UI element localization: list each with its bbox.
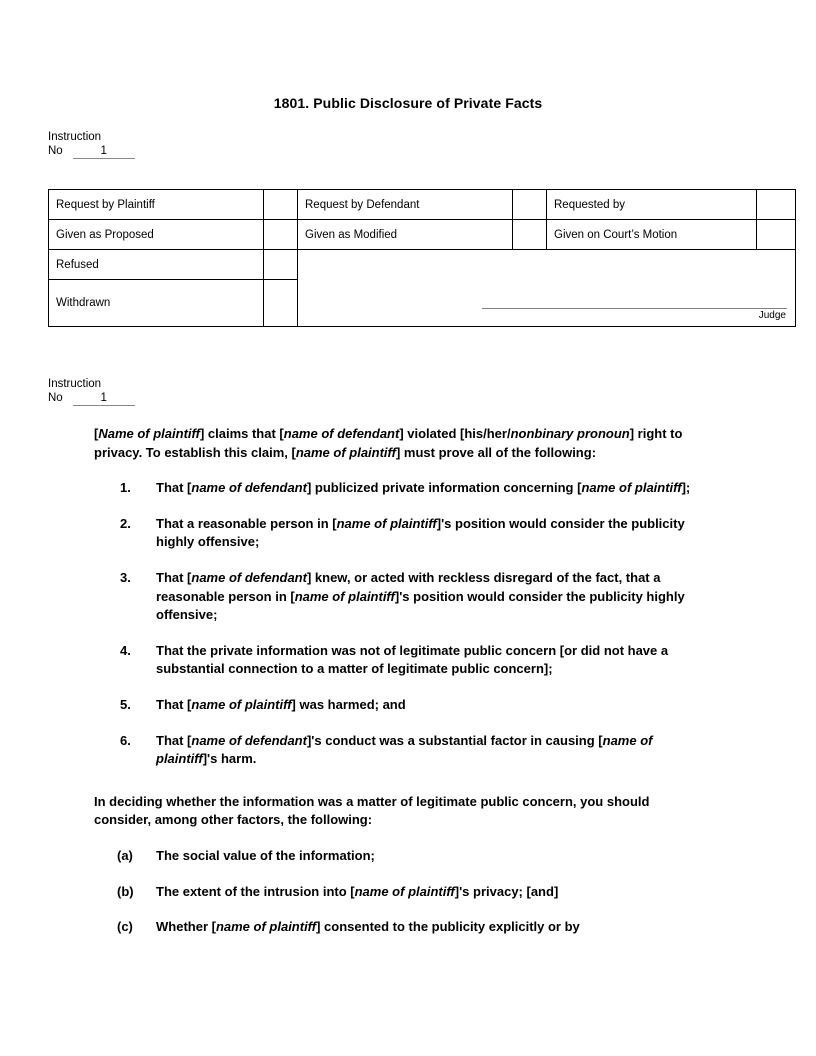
placeholder-text: name of plaintiff — [581, 480, 682, 496]
list-item-text — [156, 643, 668, 677]
list-item — [94, 569, 710, 625]
placeholder-text: name of plaintiff — [156, 732, 653, 767]
body-text: That [ — [156, 480, 192, 496]
cell-given-on-courts-motion: Given on Court’s Motion — [547, 220, 757, 250]
placeholder-text: name of defendant — [283, 426, 400, 441]
page-title: 1801. Public Disclosure of Private Facts — [273, 95, 543, 111]
placeholder-text: name of defendant — [191, 732, 307, 748]
list-item-marker: 6. — [120, 732, 131, 748]
placeholder-text: name of defendant — [191, 569, 307, 585]
body-text: ]'s harm. — [202, 751, 257, 767]
cell-requested-by: Requested by — [547, 190, 757, 220]
elements-list — [94, 479, 710, 769]
checkbox-given-as-modified[interactable] — [513, 220, 547, 250]
body-text: That the private information was not of legitimate public concern [or did not have a substantial connection to a matter of legitimate public concern]; — [156, 642, 669, 677]
placeholder-text: name of plaintiff — [294, 588, 395, 604]
list-item — [94, 479, 710, 498]
checkbox-requested-by[interactable] — [757, 190, 796, 220]
factors-list — [94, 847, 710, 937]
instruction-no-label: No — [48, 392, 63, 404]
public-concern-lead-in — [94, 793, 710, 830]
body-text: ] knew, or acted with reckless disregard of the fact, that a reasonable person in [ — [156, 569, 661, 604]
placeholder-text: name of plaintiff — [295, 444, 396, 460]
body-text: The extent of the intrusion into [ — [156, 883, 355, 899]
list-item — [94, 515, 710, 552]
body-text: ]'s position would consider the publicity highly offensive; — [156, 515, 685, 550]
list-item — [94, 918, 710, 937]
instruction-label: Instruction — [48, 131, 102, 143]
list-item — [94, 732, 710, 769]
list-item-marker: 2. — [120, 515, 131, 531]
body-text: ]; — [681, 480, 691, 496]
list-item-marker: (c) — [117, 919, 133, 935]
checkbox-given-on-courts-motion[interactable] — [757, 220, 796, 250]
judge-signature-cell — [298, 250, 796, 327]
list-item-text — [156, 733, 652, 767]
cell-refused: Refused — [49, 250, 264, 280]
cell-request-by-defendant: Request by Defendant — [298, 190, 513, 220]
checkbox-given-as-proposed[interactable] — [264, 220, 298, 250]
list-item — [94, 696, 710, 715]
list-item-text — [156, 480, 690, 495]
cell-request-by-plaintiff: Request by Plaintiff — [49, 190, 264, 220]
body-text: ] publicized private information concerning [ — [306, 480, 582, 496]
disposition-table-body — [49, 190, 796, 327]
body-text: ] was harmed; and — [291, 696, 406, 712]
list-item — [94, 847, 710, 866]
body-text: ] right to privacy. To establish this claim, [ — [94, 426, 683, 460]
disposition-table — [48, 189, 796, 327]
body-text: ]'s position would consider the publicity highly offensive; — [156, 588, 685, 623]
list-item-text — [156, 570, 685, 622]
instruction-number-top — [48, 130, 135, 159]
list-item-marker: 5. — [120, 696, 131, 712]
placeholder-text: name of plaintiff — [354, 883, 455, 899]
cell-withdrawn: Withdrawn — [49, 280, 264, 327]
body-text: ] claims that [ — [199, 426, 284, 441]
body-text: That [ — [156, 732, 192, 748]
body-text: ]'s privacy; [and] — [454, 883, 559, 899]
body-text: That [ — [156, 696, 192, 712]
body-text: ]'s conduct was a substantial factor in causing [ — [306, 732, 603, 748]
body-text: ] consented to the publicity explicitly or by — [316, 919, 580, 935]
table-row — [49, 190, 796, 220]
instruction-no-value[interactable]: 1 — [73, 145, 135, 159]
placeholder-text: Name of plaintiff — [98, 426, 200, 441]
instruction-intro-paragraph — [94, 425, 710, 462]
list-item-marker: (a) — [117, 847, 133, 863]
signature-block — [482, 308, 787, 322]
placeholder-text: name of plaintiff — [191, 696, 292, 712]
placeholder-text: nonbinary pronoun — [510, 426, 630, 441]
list-item-marker: 1. — [120, 480, 131, 496]
instruction-number-body — [48, 377, 135, 406]
placeholder-text: name of plaintiff — [336, 515, 437, 531]
list-item-text — [156, 884, 558, 899]
body-text: ] must prove all of the following: — [395, 444, 597, 460]
body-text: That a reasonable person in [ — [156, 515, 337, 531]
instruction-body — [94, 425, 710, 937]
list-item-marker: 3. — [120, 569, 131, 585]
signature-label-judge: Judge — [758, 310, 786, 321]
placeholder-text: name of plaintiff — [215, 919, 317, 935]
checkbox-request-by-plaintiff[interactable] — [264, 190, 298, 220]
instruction-label: Instruction — [48, 378, 102, 390]
list-item — [94, 883, 710, 902]
body-text: That [ — [156, 569, 192, 585]
table-row — [49, 220, 796, 250]
list-item — [94, 642, 710, 679]
list-item-text — [156, 516, 685, 550]
list-item-text — [156, 919, 580, 934]
list-item-marker: 4. — [120, 642, 131, 658]
cell-given-as-modified: Given as Modified — [298, 220, 513, 250]
table-row — [49, 250, 796, 280]
list-item-text — [156, 697, 406, 712]
body-text: Whether [ — [156, 919, 216, 935]
body-text: [ — [94, 426, 99, 441]
signature-line[interactable] — [482, 308, 787, 309]
body-text: ] violated [his/her/ — [399, 426, 511, 441]
list-item-text — [156, 848, 375, 863]
placeholder-text: name of defendant — [191, 480, 307, 496]
list-item-marker: (b) — [117, 883, 134, 899]
body-text: In deciding whether the information was a matter of legitimate public concern, you should consider, among other factors, the following: — [94, 793, 650, 828]
checkbox-refused[interactable] — [264, 250, 298, 280]
checkbox-withdrawn[interactable] — [264, 280, 298, 327]
body-text: The social value of the information; — [156, 847, 375, 863]
instruction-no-label: No — [48, 145, 63, 157]
instruction-no-value[interactable]: 1 — [73, 392, 135, 406]
cell-given-as-proposed: Given as Proposed — [49, 220, 264, 250]
checkbox-request-by-defendant[interactable] — [513, 190, 547, 220]
